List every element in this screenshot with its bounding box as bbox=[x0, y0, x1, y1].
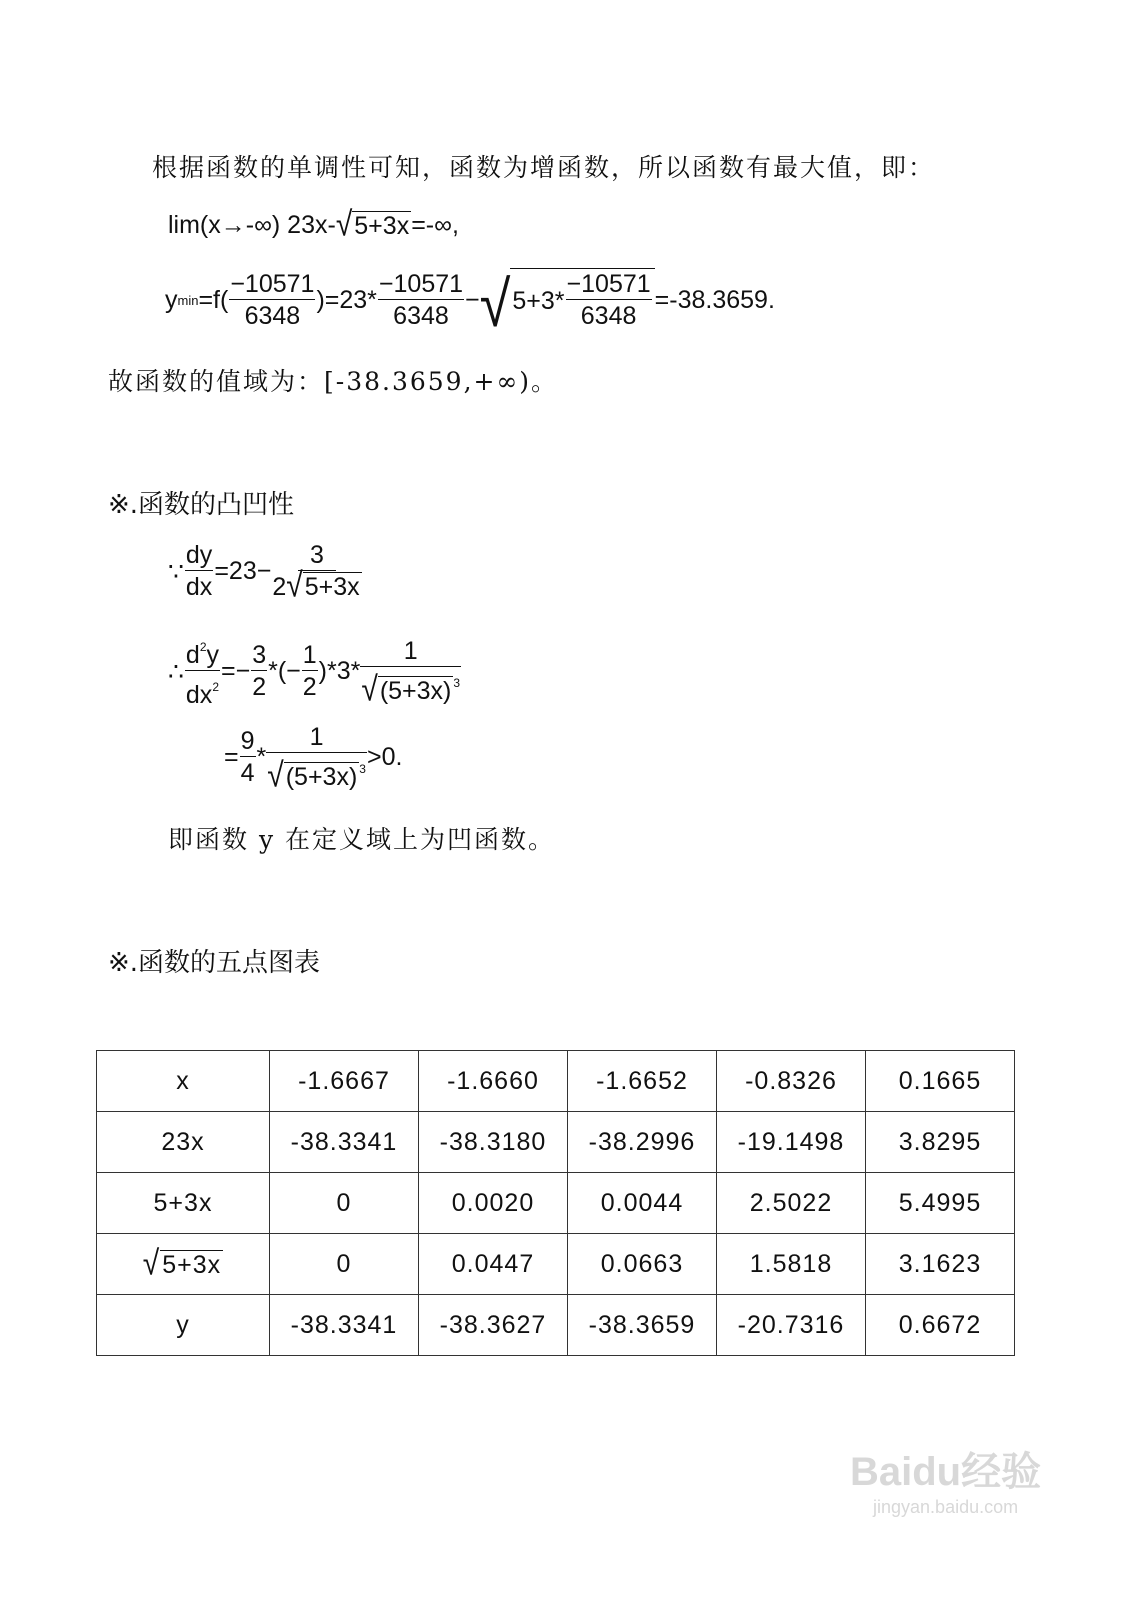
second-derivative-simplified bbox=[224, 722, 402, 793]
exponent: 3 bbox=[453, 676, 461, 690]
limit-prefix: lim(x→-∞) 23x- bbox=[168, 210, 336, 239]
table-cell: -1.6660 bbox=[419, 1051, 568, 1112]
text: = bbox=[224, 743, 239, 771]
row-header-label: 5+3x bbox=[153, 1188, 213, 1217]
table-cell: -1.6667 bbox=[270, 1051, 419, 1112]
table-cell: -0.8326 bbox=[717, 1051, 866, 1112]
table-cell: -38.2996 bbox=[568, 1112, 717, 1173]
table-cell: 0 bbox=[270, 1173, 419, 1234]
therefore-symbol: ∴ bbox=[168, 657, 184, 686]
numerator: 1 bbox=[302, 641, 317, 669]
numerator: −10571 bbox=[378, 269, 464, 298]
limit-formula bbox=[168, 205, 459, 244]
sqrt: √ (5+3x) bbox=[361, 670, 452, 709]
fraction bbox=[229, 269, 315, 332]
table-row bbox=[97, 1051, 1015, 1112]
fraction bbox=[566, 269, 652, 332]
limit-suffix: =-∞, bbox=[411, 210, 459, 239]
numerator: 1 bbox=[266, 722, 367, 753]
watermark-brand: Baidu经验 bbox=[850, 1450, 1042, 1494]
table-row bbox=[97, 1234, 1015, 1295]
table-cell: -19.1498 bbox=[717, 1112, 866, 1173]
section-heading-five-point-table: ※.函数的五点图表 bbox=[108, 948, 321, 978]
table-cell: -38.3341 bbox=[270, 1112, 419, 1173]
paragraph-monotonicity: 根据函数的单调性可知，函数为增函数，所以函数有最大值，即： bbox=[152, 153, 936, 182]
sqrt: √ 5+3x bbox=[286, 566, 360, 605]
table-cell: 1.5818 bbox=[717, 1234, 866, 1295]
exponent: 3 bbox=[359, 762, 366, 776]
table-row bbox=[97, 1112, 1015, 1173]
text: d bbox=[185, 641, 200, 669]
table-cell: -1.6652 bbox=[568, 1051, 717, 1112]
denominator: 4 bbox=[240, 759, 255, 787]
row-header-label: x bbox=[176, 1066, 190, 1095]
text: 5+3* bbox=[512, 286, 565, 315]
radicand bbox=[510, 268, 654, 332]
table-cell: 3.1623 bbox=[866, 1234, 1015, 1295]
table-row bbox=[97, 1173, 1015, 1234]
text: =− bbox=[221, 657, 251, 685]
watermark-url: jingyan.baidu.com bbox=[873, 1497, 1019, 1517]
text: * bbox=[256, 743, 267, 771]
table-cell: 2.5022 bbox=[717, 1173, 866, 1234]
table-cell: 5.4995 bbox=[866, 1173, 1015, 1234]
text: − bbox=[465, 285, 480, 314]
table-cell: -20.7316 bbox=[717, 1295, 866, 1356]
text: y bbox=[206, 641, 219, 669]
superscript: 2 bbox=[212, 680, 219, 694]
table-cell: -38.3180 bbox=[419, 1112, 568, 1173]
table-cell: -38.3627 bbox=[419, 1295, 568, 1356]
denominator bbox=[361, 667, 460, 707]
numerator: dy bbox=[185, 541, 213, 569]
second-derivative bbox=[168, 632, 461, 711]
sqrt: √ (5+3x) bbox=[267, 756, 358, 795]
denominator: 6348 bbox=[393, 301, 449, 330]
row-header bbox=[97, 1234, 270, 1295]
text: =-38.3659. bbox=[654, 285, 775, 314]
y-symbol: y bbox=[165, 285, 178, 314]
sqrt: √ 5+3x bbox=[142, 1243, 222, 1282]
table-row bbox=[97, 1295, 1015, 1356]
numerator: 3 bbox=[298, 540, 336, 571]
fraction bbox=[361, 636, 460, 707]
denominator bbox=[267, 753, 366, 793]
sqrt: √ 5+3x bbox=[335, 205, 410, 244]
denominator: 6348 bbox=[580, 302, 637, 330]
row-header-label: y bbox=[176, 1310, 190, 1339]
table-cell: 0.0020 bbox=[419, 1173, 568, 1234]
denominator: 2 bbox=[302, 673, 317, 701]
fraction bbox=[185, 540, 213, 603]
fraction bbox=[302, 640, 318, 703]
baidu-watermark bbox=[850, 1440, 1041, 1518]
table-cell: 0.6672 bbox=[866, 1295, 1015, 1356]
five-point-table bbox=[96, 1050, 1015, 1356]
denominator bbox=[186, 671, 219, 711]
superscript: 2 bbox=[199, 640, 207, 654]
denominator: dx bbox=[185, 573, 213, 601]
ymin-formula bbox=[165, 267, 775, 340]
text: )*3* bbox=[318, 657, 361, 685]
subscript-min: min bbox=[177, 292, 199, 308]
section-heading-concavity: ※.函数的凸凹性 bbox=[108, 490, 295, 520]
fraction bbox=[185, 632, 220, 711]
radicand: (5+3x) bbox=[285, 763, 358, 791]
range-statement: 故函数的值域为：[-38.3659,+∞)。 bbox=[108, 367, 559, 396]
text: 2 bbox=[272, 573, 287, 601]
row-header bbox=[97, 1295, 270, 1356]
because-symbol: ∵ bbox=[168, 557, 184, 586]
text: =23− bbox=[214, 557, 272, 585]
numerator: 9 bbox=[240, 727, 255, 755]
row-header-label: 23x bbox=[161, 1127, 205, 1156]
table-cell: 0.0663 bbox=[568, 1234, 717, 1295]
radicand: 5+3x bbox=[304, 573, 360, 601]
fraction bbox=[378, 269, 464, 332]
row-header bbox=[97, 1051, 270, 1112]
text: >0. bbox=[366, 743, 403, 771]
text: )=23* bbox=[316, 285, 377, 314]
denominator: 6348 bbox=[244, 301, 301, 330]
table-cell: 0.0447 bbox=[419, 1234, 568, 1295]
numerator bbox=[185, 632, 220, 671]
numerator: 1 bbox=[360, 636, 461, 667]
table-cell: 0 bbox=[270, 1234, 419, 1295]
row-header bbox=[97, 1112, 270, 1173]
table-cell: 0.0044 bbox=[568, 1173, 717, 1234]
table-cell: -38.3659 bbox=[568, 1295, 717, 1356]
fraction bbox=[240, 726, 256, 789]
fraction bbox=[251, 640, 267, 703]
concavity-conclusion: 即函数 y 在定义域上为凹函数。 bbox=[168, 825, 556, 854]
text: *(− bbox=[268, 657, 301, 685]
text: dx bbox=[185, 681, 213, 709]
denominator bbox=[272, 566, 361, 605]
numerator: −10571 bbox=[230, 269, 315, 298]
row-header-label: 5+3x bbox=[162, 1250, 222, 1279]
table-cell: -38.3341 bbox=[270, 1295, 419, 1356]
denominator: 2 bbox=[252, 673, 267, 701]
first-derivative bbox=[168, 540, 363, 603]
sqrt: √ 5+3* $\frac{-10571}{6348}$ bbox=[480, 268, 655, 332]
table-cell: 0.1665 bbox=[866, 1051, 1015, 1112]
fraction bbox=[272, 540, 361, 603]
numerator: −10571 bbox=[566, 270, 651, 298]
radicand: (5+3x) bbox=[379, 677, 452, 705]
row-header bbox=[97, 1173, 270, 1234]
text: =f( bbox=[198, 285, 229, 314]
table-cell: 3.8295 bbox=[866, 1112, 1015, 1173]
fraction bbox=[267, 722, 366, 793]
radicand: 5+3x bbox=[354, 212, 410, 240]
numerator: 3 bbox=[252, 641, 267, 669]
